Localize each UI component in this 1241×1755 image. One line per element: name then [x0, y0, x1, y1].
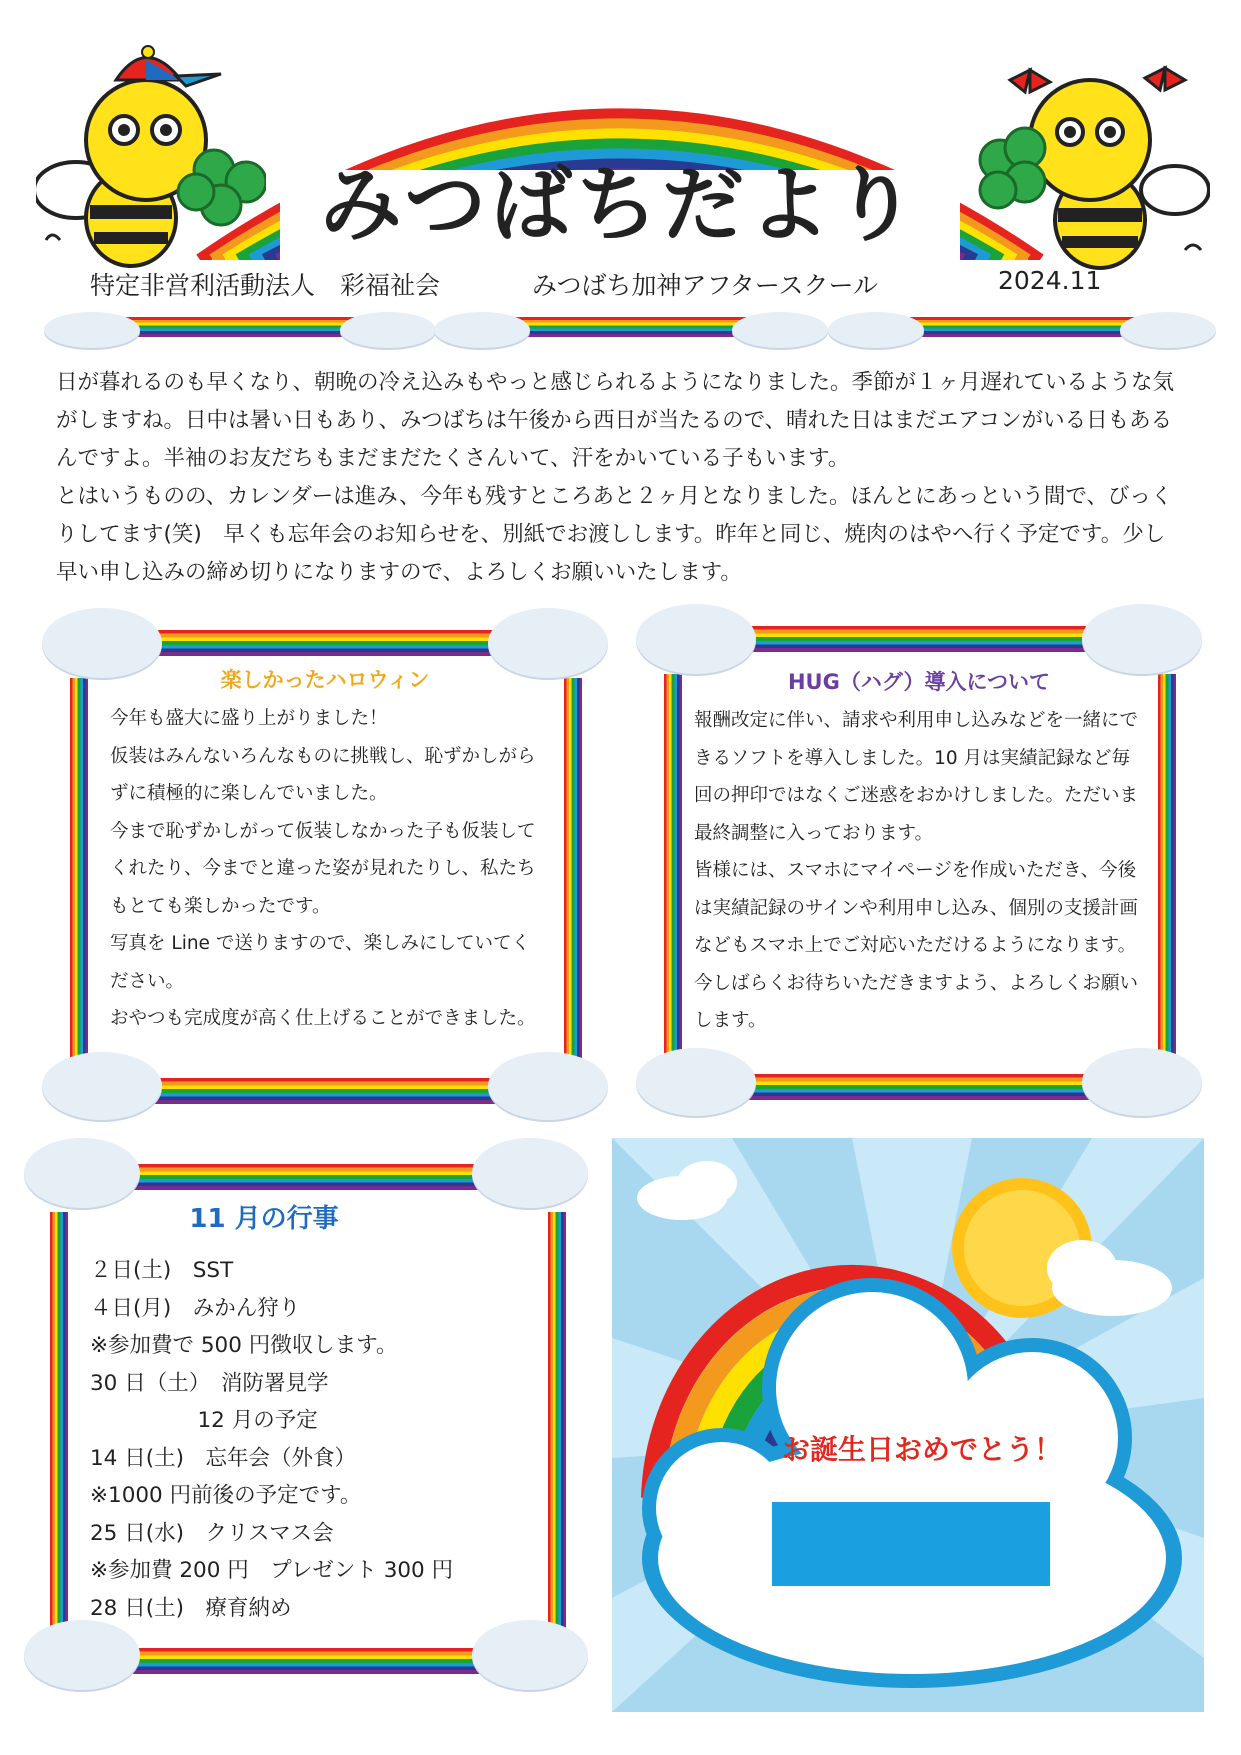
cloud-icon: [1082, 1048, 1202, 1116]
hug-line: します。: [694, 1010, 767, 1031]
cloud-icon: [636, 604, 756, 674]
halloween-line: ださい。: [110, 970, 185, 992]
organization-name: 特定非営利活動法人 彩福祉会: [90, 271, 441, 300]
intro-paragraph-2: とはいうものの、カレンダーは進み、今年も残すところあと２ヶ月となりました。ほんとにあっという間で、びっくりしてます(笑) 早くも忘年会のお知らせを、別紙でお渡しします。昨年と同じ、焼肉のはやへ行く予定です。少し早い申し込みの締め切りになりますので、よろしくお願いいたします。: [56, 484, 1173, 585]
birthday-illustration: [612, 1138, 1204, 1712]
header-divider: [44, 306, 1216, 354]
bee-left-icon: [36, 40, 266, 270]
halloween-line: くれたり、今までと違った姿が見れたりし、私たち: [110, 858, 536, 879]
birthday-title: お誕生日おめでとう！: [781, 1433, 1062, 1466]
cloud-icon: [636, 1048, 756, 1116]
school-name: みつばち加神アフタースクール: [532, 271, 879, 300]
intro-paragraph-1: 日が暮れるのも早くなり、朝晩の冷え込みもやっと感じられるようになりました。季節が１ヶ月遅れているような気がしますね。日中は暑い日もあり、みつばちは午後から西日が当たるので、晴れた日はまだエアコンがいる日もあるんですよ。半袖のお友だちもまだまだたくさんいて、汗をかいている子もいます。: [56, 370, 1175, 471]
page-title: みつばちだより: [319, 158, 921, 253]
halloween-line: おやつも完成度が高く仕上げることができました。: [110, 1008, 536, 1029]
halloween-line: もとても楽しかったです。: [110, 895, 331, 917]
events-box: [24, 1132, 590, 1692]
halloween-line: 写真を Line で送りますので、楽しみにしていてく: [110, 933, 530, 954]
halloween-box: [42, 608, 608, 1120]
hug-title: HUG（ハグ）導入について: [787, 670, 1051, 694]
event-item: 28 日(土) 療育納め: [90, 1595, 292, 1621]
event-item: 30 日（土） 消防署見学: [90, 1370, 329, 1396]
cloud-icon: [472, 1620, 588, 1690]
events-title: 11 月の行事: [189, 1204, 339, 1234]
hug-line: 最終調整に入っております。: [694, 822, 934, 844]
event-item: ※1000 円前後の予定です。: [90, 1483, 362, 1508]
hug-box: [636, 604, 1202, 1116]
event-item: ※参加費 200 円 プレゼント 300 円: [90, 1558, 454, 1583]
intro-text: [56, 364, 1186, 592]
cloud-icon: [1082, 604, 1202, 674]
hug-line: 今しばらくお待ちいただきますよう、よろしくお願い: [694, 972, 1139, 994]
halloween-title: 楽しかったハロウィン: [220, 668, 430, 692]
cloud-icon: [488, 1052, 608, 1120]
halloween-line: 今まで恥ずかしがって仮装しなかった子も仮装して: [110, 820, 536, 842]
hug-line: 回の押印ではなくご迷惑をおかけしました。ただいま: [694, 785, 1139, 806]
header: [0, 0, 1241, 340]
event-item: 12 月の予定: [90, 1408, 318, 1433]
halloween-line: 仮装はみんないろんなものに挑戦し、恥ずかしがら: [110, 745, 536, 767]
event-item: ２日(土) SST: [90, 1258, 234, 1283]
cloud-icon: [472, 1138, 588, 1208]
event-item: 25 日(水) クリスマス会: [90, 1520, 334, 1546]
bee-right-icon: [970, 60, 1210, 280]
hug-line: 報酬改定に伴い、請求や利用申し込みなどを一緒にで: [694, 710, 1139, 731]
halloween-line: ずに積極的に楽しんでいました。: [110, 783, 388, 804]
events-list: [90, 1252, 540, 1627]
event-item: ※参加費で 500 円徴収します。: [90, 1333, 398, 1358]
hug-line: などもスマホ上でご対応いただけるようになります。: [694, 935, 1137, 956]
halloween-body: [110, 700, 560, 1038]
event-item: 14 日(土) 忘年会（外食）: [90, 1445, 356, 1471]
cloud-icon: [24, 1620, 140, 1690]
hug-line: 皆様には、スマホにマイページを作成いただき、今後: [694, 860, 1137, 881]
hug-line: は実績記録のサインや利用申し込み、個別の支援計画: [694, 897, 1138, 919]
event-item: ４日(月) みかん狩り: [90, 1295, 301, 1321]
hug-line: きるソフトを導入しました。10 月は実績記録など毎: [694, 747, 1131, 769]
issue-date: 2024.11: [998, 266, 1102, 295]
halloween-line: 今年も盛大に盛り上がりました！: [110, 708, 388, 729]
birthday-panel: [612, 1138, 1204, 1712]
birthday-name-plate: [772, 1502, 1050, 1586]
hug-body: [694, 702, 1154, 1040]
cloud-icon: [42, 1052, 162, 1120]
